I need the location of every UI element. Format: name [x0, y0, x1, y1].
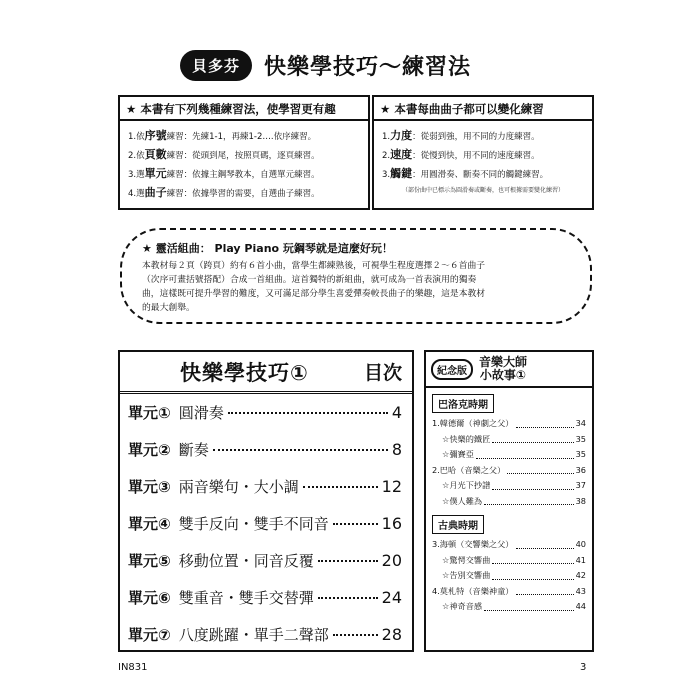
practice-method-row [128, 165, 360, 184]
variation-prefix: 1. [382, 132, 391, 142]
story-leader-dots [484, 490, 573, 506]
story-title: ☆告別交響曲 [442, 570, 491, 580]
variation-text: ：從慢到快，用不同的速度練習。 [412, 151, 540, 161]
story-title: ☆僕人難為 [442, 495, 483, 506]
composer-stories [424, 350, 594, 652]
story-page: 41 [575, 554, 586, 565]
story-leader-dots [507, 459, 573, 475]
practice-methods-title: ★ 本書有下列幾種練習法，使學習更有趣 [120, 97, 368, 121]
story-page: 35 [575, 433, 586, 444]
book-code: IN831 [118, 662, 148, 673]
toc-page-number: 4 [391, 403, 402, 422]
period-story-list [426, 416, 592, 509]
toc-unit-title: 兩音樂句・大小調 [178, 478, 299, 496]
variation-text: ：從弱到強，用不同的力度練習。 [412, 132, 540, 142]
practice-method-prefix: 2.依 [128, 151, 145, 161]
toc-unit-title: 雙手反向・雙手不同音 [178, 515, 329, 533]
toc-title: 快樂學技巧① [180, 360, 309, 385]
story-leader-dots [516, 533, 574, 549]
story-leader-dots [492, 564, 573, 580]
variation-note: （部份曲中已標示為圓滑奏或斷奏，也可根據需要變化練習） [401, 187, 564, 194]
story-title: 3.海頓（交響樂之父） [432, 539, 514, 549]
table-of-contents [118, 350, 414, 652]
toc-unit-label: 單元⑤ [128, 552, 171, 570]
toc-row[interactable] [128, 402, 402, 439]
toc-row[interactable] [128, 476, 402, 513]
story-title: 4.莫札特（音樂神童） [432, 585, 514, 596]
practice-methods-list [120, 121, 368, 203]
toc-leader-dots [228, 412, 388, 414]
story-page: 34 [575, 418, 586, 428]
toc-page-number: 12 [381, 477, 402, 496]
toc-unit-label: 單元② [128, 441, 171, 459]
practice-method-row [128, 127, 360, 146]
practice-method-key: 頁數 [144, 148, 167, 161]
toc-row[interactable] [128, 513, 402, 550]
story-page: 44 [575, 601, 586, 611]
toc-subtitle: 目次 [363, 362, 402, 384]
toc-row[interactable] [128, 439, 402, 476]
variation-key: 觸鍵 [390, 167, 413, 180]
variation-list [374, 121, 592, 184]
story-page: 38 [575, 495, 586, 506]
toc-page-number: 16 [381, 514, 402, 533]
practice-method-key: 序號 [144, 129, 167, 142]
suite-info-title: ★ 靈活組曲： Play Piano 玩鋼琴就是這麼好玩！ [142, 242, 393, 255]
period-label: 巴洛克時期 [432, 394, 494, 413]
story-row[interactable] [432, 599, 586, 615]
brand-badge: 貝多芬 [180, 50, 252, 81]
variation-prefix: 2. [382, 151, 391, 161]
variation-box [372, 95, 594, 210]
toc-page-number: 24 [381, 588, 402, 607]
toc-header [120, 352, 412, 394]
page-title: 快樂學技巧～練習法 [264, 55, 472, 80]
toc-leader-dots [213, 449, 388, 451]
practice-method-prefix: 1.依 [128, 132, 145, 142]
variation-row [382, 146, 584, 165]
story-row[interactable] [432, 494, 586, 510]
story-title: ☆月光下抄譜 [442, 480, 491, 490]
story-page: 40 [575, 539, 586, 549]
toc-leader-dots [333, 523, 378, 525]
toc-unit-title: 雙重音・雙手交替彈 [178, 589, 314, 607]
variation-text: ：用圓滑奏、斷奏不同的觸鍵練習。 [412, 170, 549, 180]
story-leader-dots [492, 549, 573, 565]
toc-unit-label: 單元⑦ [128, 626, 171, 644]
stories-header [426, 352, 592, 388]
story-leader-dots [484, 595, 573, 611]
story-page: 43 [575, 585, 586, 596]
practice-method-row [128, 146, 360, 165]
toc-leader-dots [318, 597, 378, 599]
toc-leader-dots [333, 634, 378, 636]
story-page: 42 [575, 570, 586, 580]
toc-list [120, 394, 412, 661]
story-leader-dots [476, 443, 574, 459]
stories-title-line2: 小故事① [479, 368, 527, 382]
stories-title [479, 356, 527, 382]
variation-row [382, 127, 584, 146]
toc-unit-title: 斷奏 [178, 441, 209, 459]
toc-page-number: 20 [381, 551, 402, 570]
toc-page-number: 8 [391, 440, 402, 459]
variation-key: 速度 [390, 148, 413, 161]
story-leader-dots [516, 412, 574, 428]
edition-badge: 紀念版 [431, 359, 473, 380]
toc-unit-label: 單元⑥ [128, 589, 171, 607]
stories-title-line1: 音樂大師 [479, 355, 528, 369]
story-leader-dots [492, 474, 573, 490]
variation-title: ★ 本書每曲曲子都可以變化練習 [374, 97, 592, 121]
period-label: 古典時期 [432, 515, 484, 534]
story-title: 2.巴哈（音樂之父） [432, 464, 506, 475]
story-page: 35 [575, 449, 586, 459]
practice-method-text: 練習：從頭到尾，按照頁碼，逐頁練習。 [166, 151, 320, 161]
story-title: 1.韓德爾（神劇之父） [432, 418, 514, 428]
practice-method-text: 練習：依據學習的需要，自選曲子練習。 [166, 189, 320, 199]
variation-prefix: 3. [382, 170, 391, 180]
toc-unit-label: 單元① [128, 404, 171, 422]
toc-row[interactable] [128, 587, 402, 624]
page-header [180, 50, 471, 81]
practice-method-text: 練習：依據主鋼琴教本，自選單元練習。 [166, 170, 320, 180]
variation-key: 力度 [390, 129, 413, 142]
practice-method-prefix: 3.選 [128, 170, 145, 180]
story-title: ☆驚愕交響曲 [442, 554, 491, 565]
practice-method-key: 單元 [144, 167, 167, 180]
story-leader-dots [492, 428, 573, 444]
variation-row [382, 165, 584, 184]
toc-leader-dots [303, 486, 378, 488]
period-story-list [426, 537, 592, 615]
story-title: ☆快樂的鐵匠 [442, 433, 491, 444]
toc-unit-title: 移動位置・同音反覆 [178, 552, 314, 570]
suite-info-text: 本教材每２頁（跨頁）約有６首小曲，當學生都練熟後，可視學生程度選擇２～６首曲子（次序可畫括號搭配）合成一首組曲。這首獨特的新組曲，就可成為一首表演用的獨奏曲，這樣既可提升學習的難度，又可滿足部分學生喜愛彈奏較長曲子的樂趣，這是本教材的最大創舉。 [142, 261, 486, 313]
story-page: 37 [575, 480, 586, 490]
toc-unit-label: 單元④ [128, 515, 171, 533]
story-title: ☆彌賽亞 [442, 449, 474, 459]
toc-leader-dots [318, 560, 378, 562]
toc-row[interactable] [128, 624, 402, 661]
stories-list [426, 388, 592, 615]
practice-method-key: 曲子 [144, 186, 167, 199]
story-title: ☆神奇音感 [442, 601, 483, 611]
practice-method-prefix: 4.選 [128, 189, 145, 199]
toc-unit-title: 八度跳躍・單手二聲部 [178, 626, 329, 644]
practice-methods-box [118, 95, 370, 210]
toc-page-number: 28 [381, 625, 402, 644]
suite-info-box [120, 228, 592, 324]
story-leader-dots [516, 580, 574, 596]
page-number: 3 [580, 662, 587, 673]
toc-unit-label: 單元③ [128, 478, 171, 496]
toc-unit-title: 圓滑奏 [178, 404, 224, 422]
practice-method-text: 練習：先練1-1，再練1-2….依序練習。 [166, 132, 317, 142]
story-page: 36 [575, 464, 586, 475]
practice-method-row [128, 184, 360, 203]
toc-row[interactable] [128, 550, 402, 587]
